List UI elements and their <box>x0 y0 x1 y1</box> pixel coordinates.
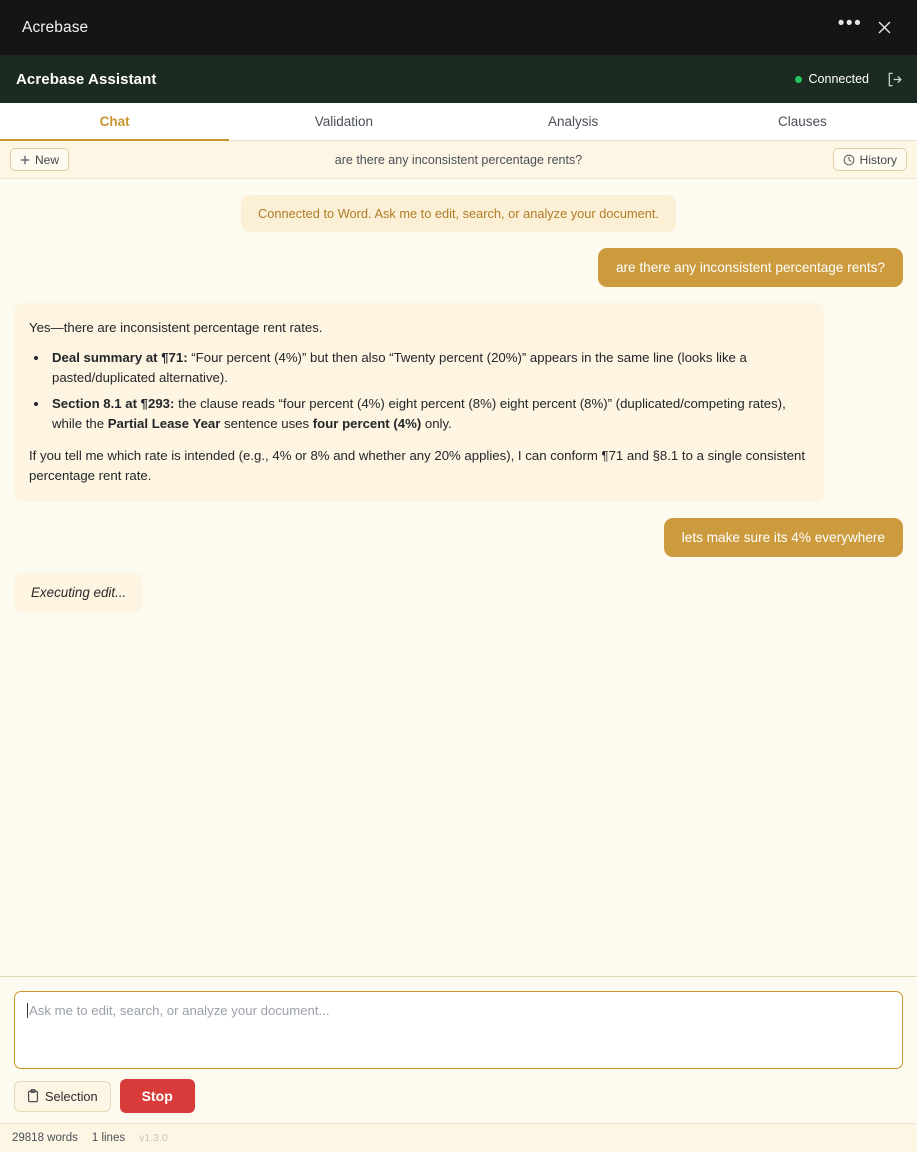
new-chat-label: New <box>35 152 60 167</box>
assistant-closing: If you tell me which rate is intended (e.g., 4% or 8% and whether any 20% applies), I can conform ¶71 and §8.1 to a single consistent percentage rent rate. <box>29 448 806 484</box>
line-count: 1 lines <box>91 1132 126 1144</box>
user-message: lets make sure its 4% everywhere <box>664 518 903 557</box>
execution-status: Executing edit... <box>14 573 143 612</box>
message-row-notice <box>14 195 903 232</box>
bullet-2-text-e: only. <box>421 416 452 432</box>
composer <box>0 976 917 1123</box>
bullet-2-bold-b: Partial Lease Year <box>107 416 221 432</box>
selection-label: Selection <box>45 1088 98 1104</box>
connection-notice: Connected to Word. Ask me to edit, search, or analyze your document. <box>241 195 676 232</box>
bullet-1-text: “Four percent (4%)” but then also “Twenty percent (20%)” appears in the same line (looks like a pasted/duplicated alternative). <box>52 350 747 386</box>
session-toolbar <box>0 141 917 179</box>
app-title: Acrebase Assistant <box>16 70 157 88</box>
new-chat-button[interactable] <box>10 148 69 171</box>
assistant-bullet-1 <box>49 348 809 388</box>
bullet-2-text-a: the clause reads “four percent (4%) eight percent (8%) eight percent (8%)” (duplicated/competing rates), while the <box>52 396 786 432</box>
word-count: 29818 words <box>12 1132 78 1144</box>
stop-button[interactable]: Stop <box>120 1079 195 1113</box>
selection-button[interactable] <box>14 1081 111 1112</box>
message-input[interactable] <box>14 991 903 1069</box>
window-title: Acrebase <box>22 18 89 36</box>
bullet-1-label: Deal summary at ¶71: <box>52 350 188 366</box>
message-row-user-1 <box>14 248 903 287</box>
logout-icon[interactable] <box>885 70 903 88</box>
plus-icon <box>20 155 30 165</box>
tab-bar <box>0 103 917 141</box>
text-caret <box>27 1003 28 1018</box>
session-title: are there any inconsistent percentage rents? <box>334 152 583 167</box>
assistant-bullet-2 <box>49 394 809 434</box>
assistant-intro: Yes—there are inconsistent percentage rent rates. <box>29 320 323 335</box>
tab-chat[interactable]: Chat <box>0 103 229 140</box>
bullet-2-label: Section 8.1 at ¶293: <box>52 396 175 412</box>
assistant-message <box>14 303 824 502</box>
connection-status-label: Connected <box>808 72 869 86</box>
chat-transcript[interactable] <box>0 179 917 976</box>
clipboard-icon <box>27 1089 39 1103</box>
bullet-2-text-c: sentence uses <box>220 416 313 432</box>
app-header <box>0 55 917 103</box>
composer-actions <box>14 1079 903 1113</box>
history-button[interactable] <box>833 148 907 171</box>
version-label: v1.3.0 <box>139 1132 168 1144</box>
tab-analysis[interactable]: Analysis <box>547 113 599 129</box>
close-icon[interactable] <box>867 11 901 45</box>
tab-validation[interactable]: Validation <box>314 113 374 129</box>
bullet-2-bold-d: four percent (4%) <box>312 416 422 432</box>
message-input-placeholder: Ask me to edit, search, or analyze your document... <box>29 1003 330 1018</box>
status-dot-icon <box>795 76 802 83</box>
message-row-assistant <box>14 303 903 502</box>
tab-clauses[interactable]: Clauses <box>777 113 827 129</box>
clock-icon <box>843 154 855 166</box>
user-message: are there any inconsistent percentage rents? <box>598 248 903 287</box>
assistant-bullet-list <box>29 348 809 434</box>
history-label: History <box>859 152 897 167</box>
message-row-status <box>14 573 903 612</box>
message-row-user-2 <box>14 518 903 557</box>
title-bar <box>0 0 917 55</box>
ellipsis-icon[interactable]: ••• <box>837 12 863 34</box>
connection-status <box>795 72 869 86</box>
status-bar <box>0 1123 917 1152</box>
